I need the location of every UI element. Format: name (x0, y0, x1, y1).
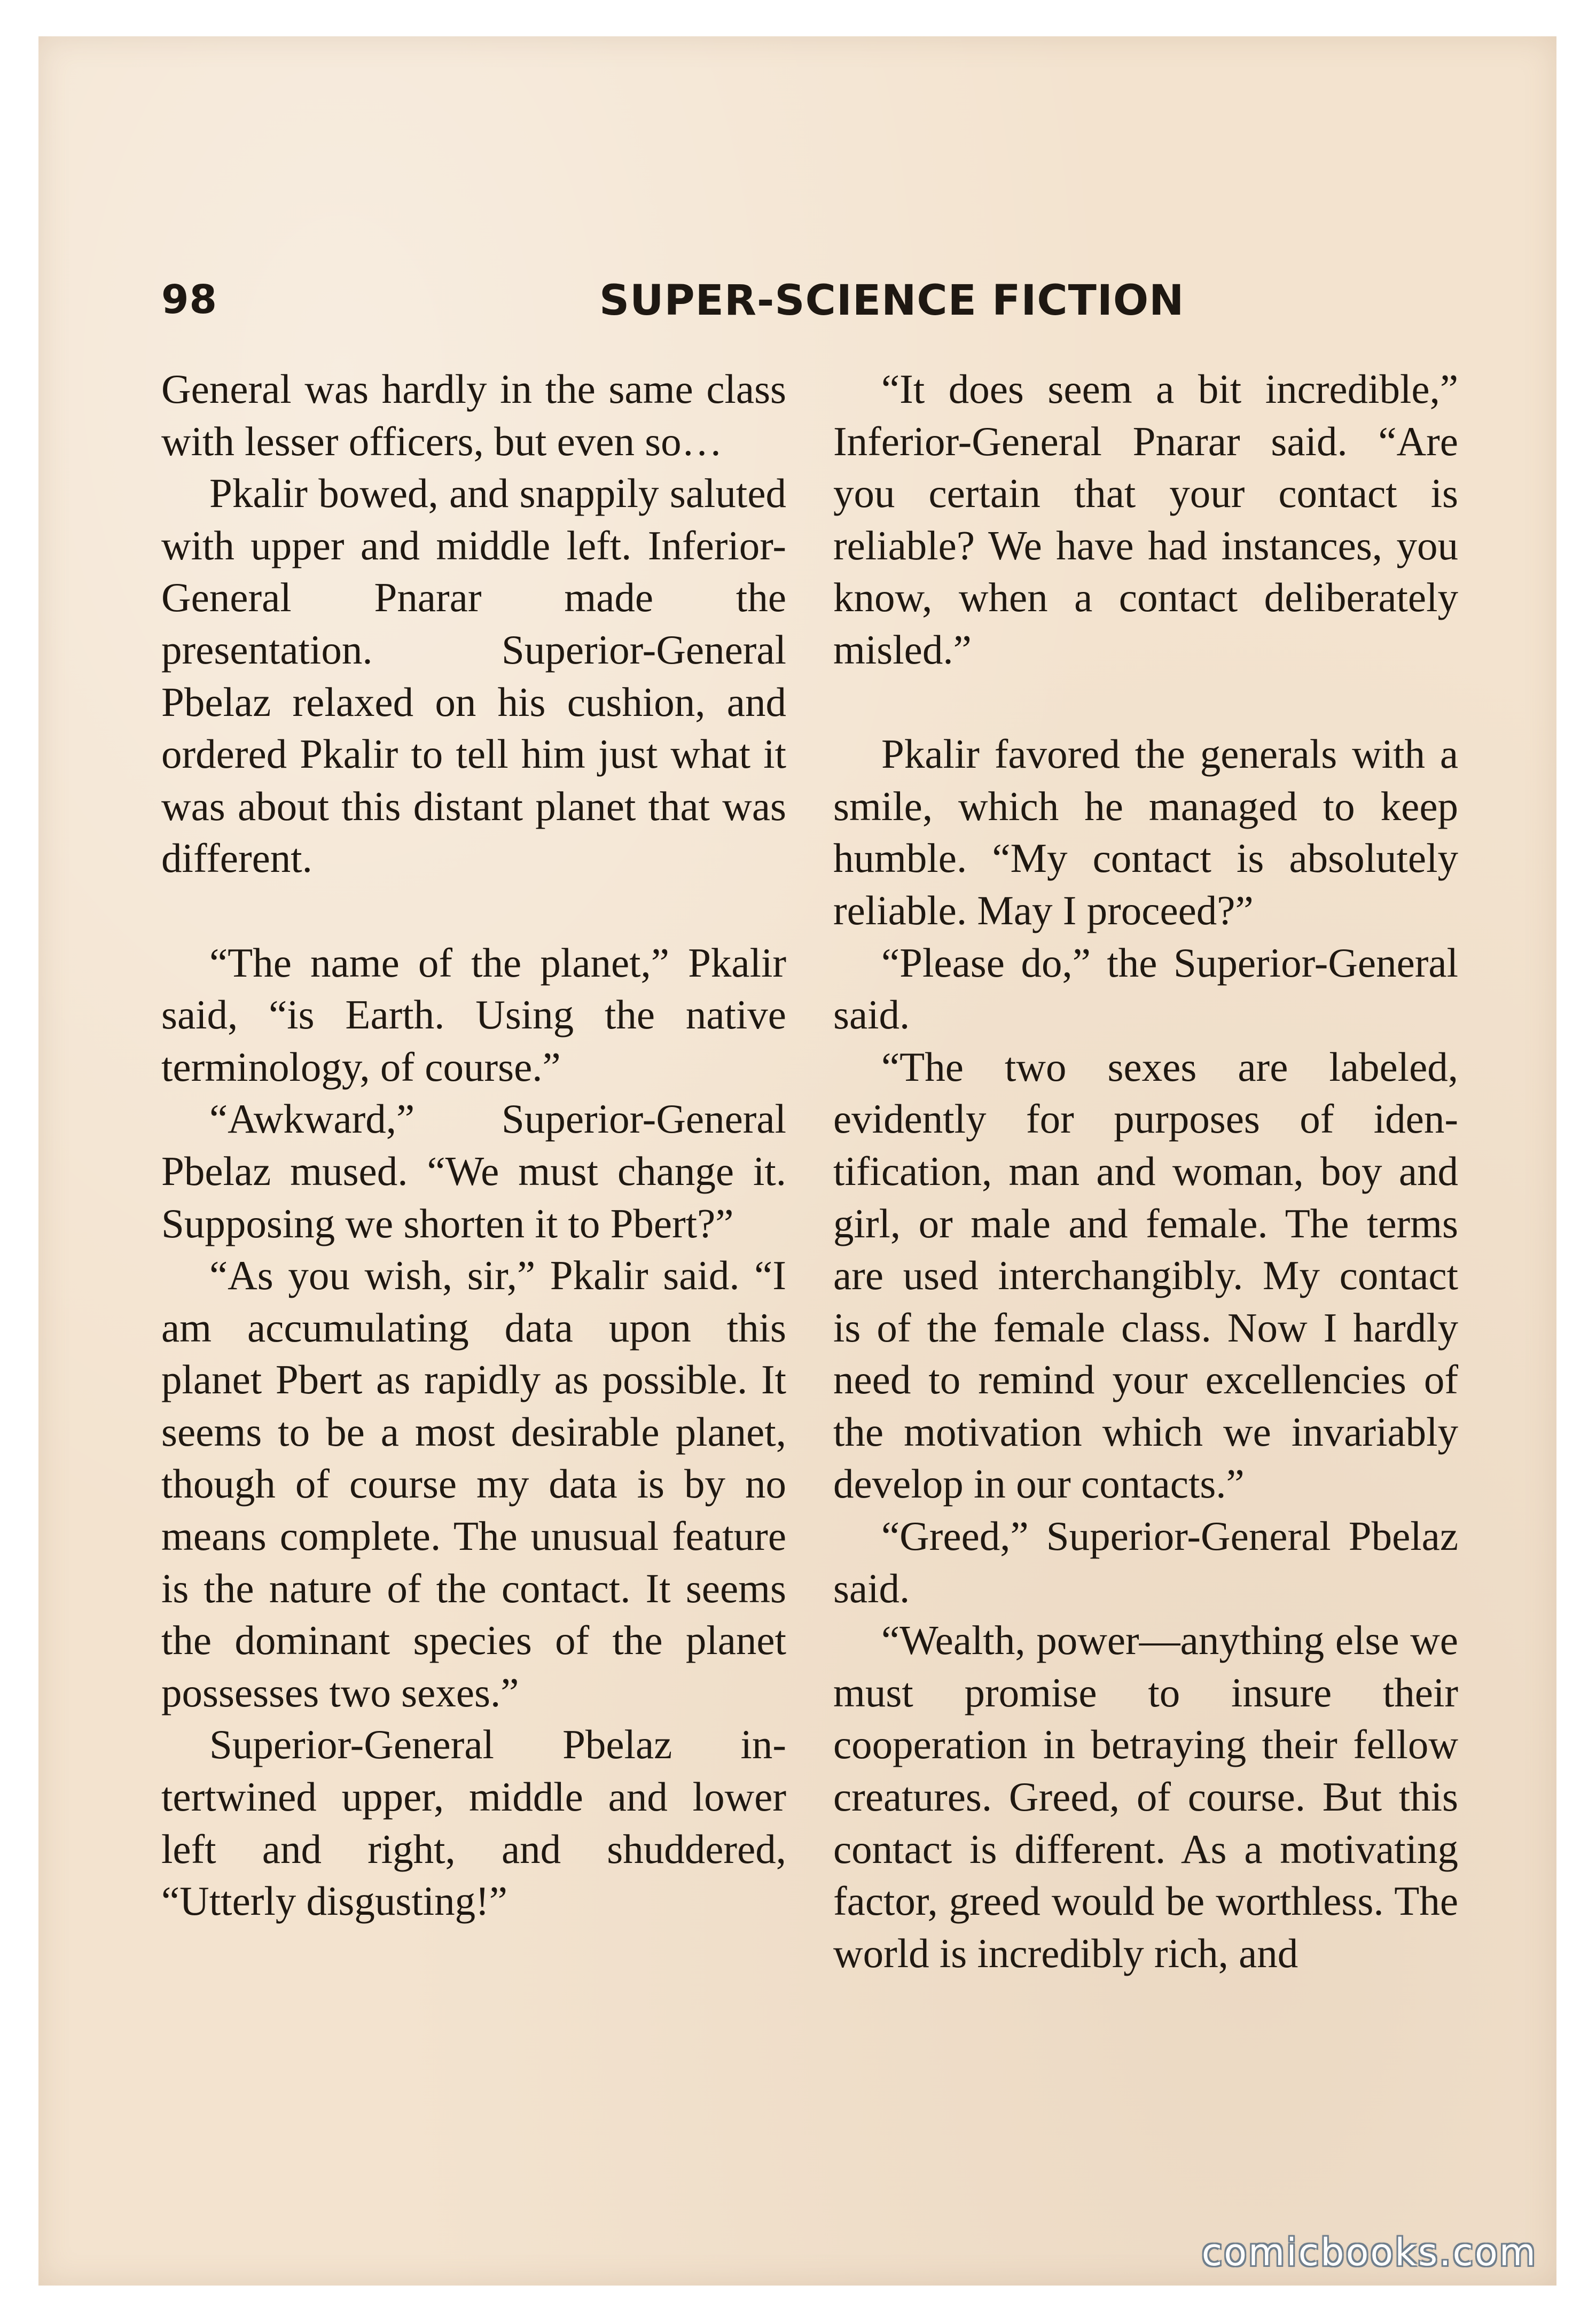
paragraph: “Wealth, power—anything else we must promise to insure their cooperation in betraying their fellow creatures. Greed, of course. But this contact is different. As a motivating factor, greed would be worthless. The world is incredibly rich, and (833, 1617, 1458, 1976)
left-column (161, 363, 786, 1928)
page-header (161, 266, 1486, 346)
paragraph: Pkalir favored the generals with a smile, which he managed to keep humble. “My contact is absolutely reliable. May I proceed?” (833, 731, 1458, 933)
paragraph: “Awkward,” Superior-General Pbelaz mused. “We must change it. Supposing we shorten it to Pbert?” (161, 1096, 786, 1246)
paragraph: Pkalir bowed, and snappily saluted with upper and middle left. Inferior-General Pnarar made the presentation. Superior-General Pbelaz relaxed on his cushion, and ordered Pkalir to tell him just what it was about this distant planet that was different. (161, 470, 786, 882)
magazine-page (38, 36, 1556, 2286)
paragraph: Superior-General Pbelaz intertwined upper, middle and lower left and right, and shuddered, “Utterly disgusting!” (161, 1721, 786, 1924)
paragraph: “It does seem a bit incredible,” Inferior-General Pnarar said. “Are you certain that your contact is reliable? We have had instances, you know, when a contact deliberately misled.” (833, 366, 1458, 673)
running-head: SUPER-SCIENCE FICTION (599, 277, 1185, 325)
right-column (833, 363, 1458, 1979)
paragraph: “The two sexes are labeled, evidently for purposes of identification, man and woman, boy and girl, or male and female. The terms are used interchangibly. My contact is of the female class. Now I hardly need to remind your excellencies of the motivation which we invariably develop in our contacts.” (833, 1043, 1458, 1507)
page-number: 98 (161, 277, 217, 323)
site-watermark: comicbooks.com (1201, 2231, 1537, 2274)
paragraph: “Greed,” Superior-General Pbelaz said. (833, 1513, 1458, 1611)
paragraph: General was hardly in the same class with lesser officers, but even so… (161, 366, 786, 464)
paragraph: “Please do,” the Superior-General said. (833, 939, 1458, 1038)
paragraph: “The name of the planet,” Pkalir said, “is Earth. Using the native terminology, of course.” (161, 939, 786, 1090)
paragraph: “As you wish, sir,” Pkalir said. “I am accumulating data upon this planet Pbert as rapidly as possible. It seems to be a most desirable planet, though of course my data is by no means complete. The unusual feature is the nature of the contact. It seems the dominant species of the planet possesses two sexes.” (161, 1252, 786, 1715)
